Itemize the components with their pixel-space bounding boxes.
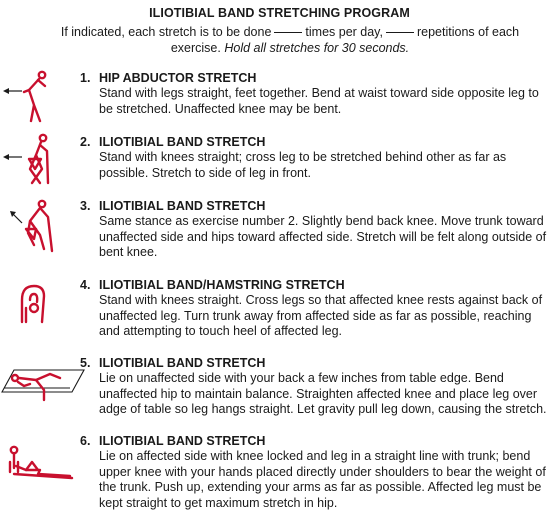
exercise-description: Lie on affected side with knee locked and leg in a straight line with trunk; bend upper knee with your hands placed directly under shoulders to bear the weight of the trunk. Push up, extending your arms as far as possible. Affected leg must be kept straight to get maximum stretch in hip. [99, 449, 546, 510]
hold-instruction: Hold all stretches for 30 seconds. [224, 41, 410, 55]
exercise-number: 4. [80, 278, 91, 292]
lunge-side-stretch-figure-icon [0, 199, 72, 259]
exercise-description: Same stance as exercise number 2. Slightly bend back knee. Move trunk toward unaffected side and hips toward affected side. Stretch will be felt along outside of bent knee. [99, 214, 547, 259]
exercise-title: ILIOTIBIAL BAND STRETCH [99, 199, 266, 213]
exercise-title: ILIOTIBIAL BAND STRETCH [99, 356, 266, 370]
exercise-title: ILIOTIBIAL BAND STRETCH [99, 135, 266, 149]
side-push-up-figure-icon [0, 434, 72, 494]
crossed-leg-stretch-figure-icon [0, 135, 72, 195]
exercise-title: ILIOTIBIAL BAND STRETCH [99, 434, 266, 448]
forward-bend-figure-icon [0, 278, 72, 338]
exercise-title: ILIOTIBIAL BAND/HAMSTRING STRETCH [99, 278, 345, 292]
exercise-number: 2. [80, 135, 91, 149]
intro-text-3: repetitions of each exercise. [170, 25, 520, 55]
exercise-number: 3. [80, 199, 91, 213]
side-lying-table-figure-icon [0, 356, 72, 416]
exercise-number: 6. [80, 434, 91, 448]
repetitions-blank [386, 32, 414, 33]
exercise-number: 5. [80, 356, 91, 370]
exercise-description: Stand with legs straight, feet together. Bend at waist toward side opposite leg to be stretched. Unaffected knee may be bent. [99, 86, 539, 116]
times-blank [274, 32, 302, 33]
intro-text-2: times per day, [305, 25, 383, 39]
exercise-description: Stand with knees straight. Cross legs so that affected knee rests against back of unaffected leg. Turn trunk away from affected side as far as possible, reaching and attempting to touch heel of affected leg. [99, 293, 543, 338]
exercise-description: Stand with knees straight; cross leg to be stretched behind other as far as possible. Stretch to side of leg in front. [99, 150, 507, 180]
exercise-number: 1. [80, 71, 91, 85]
page-title: ILIOTIBIAL BAND STRETCHING PROGRAM [149, 6, 410, 20]
standing-side-bend-figure-icon [0, 71, 72, 131]
exercise-description: Lie on unaffected side with your back a few inches from table edge. Bend unaffected hip to maintain balance. Straighten affected knee and place leg over adge of table so leg hangs straight. Let gravity pull leg down, causing the stretch. [99, 371, 547, 416]
exercise-title: HIP ABDUCTOR STRETCH [99, 71, 257, 85]
intro-instructions [60, 24, 520, 56]
intro-text-1: If indicated, each stretch is to be done [60, 25, 272, 39]
